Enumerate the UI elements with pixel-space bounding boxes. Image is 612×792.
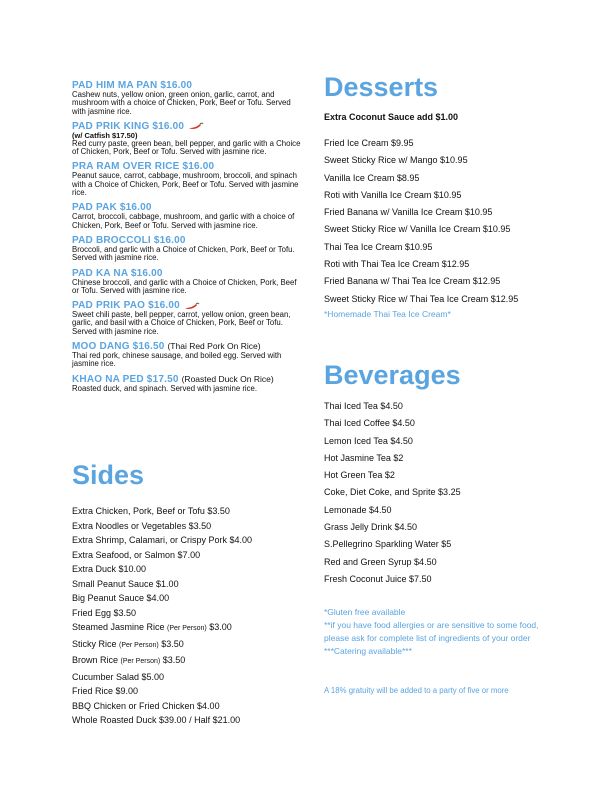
side-label: Fried Rice $9.00	[72, 686, 139, 696]
dish-title: MOO DANG $16.50	[72, 341, 165, 353]
side-price: $3.50	[158, 638, 184, 649]
side-label: Whole Roasted Duck $39.00 / Half $21.00	[72, 715, 241, 725]
side-item	[72, 606, 312, 621]
dish-item	[72, 202, 302, 230]
dish-name	[72, 268, 302, 279]
gratuity-note: A 18% gratuity will be added to a party of five or more	[324, 686, 509, 695]
side-item	[72, 533, 312, 548]
dessert-item: Fried Banana w/ Vanilla Ice Cream $10.95	[324, 207, 493, 218]
chili-pepper-icon	[188, 122, 204, 130]
thai-tea-note: *Homemade Thai Tea Ice Cream*	[324, 308, 451, 319]
desserts-list	[324, 135, 564, 308]
side-item	[72, 519, 312, 534]
dessert-item: Sweet Sticky Rice w/ Vanilla Ice Cream $10.95	[324, 224, 511, 235]
dish-title: PAD PRIK PAO $16.00	[72, 300, 180, 312]
dish-description: Red curry paste, green bean, bell pepper, and garlic with a Choice of Chicken, Pork, Beef or Tofu. Served with jasmine rice.	[72, 138, 301, 157]
side-label: Sticky Rice	[72, 638, 120, 649]
dish-title: PAD KA NA $16.00	[72, 267, 163, 279]
dish-note: (Thai Red Pork On Rice)	[167, 341, 261, 352]
dessert-item: Vanilla Ice Cream $8.95	[324, 172, 420, 183]
side-item	[72, 548, 312, 563]
beverage-item: Fresh Coconut Juice $7.50	[324, 573, 432, 584]
dish-description: Carrot, broccoli, cabbage, mushroom, and garlic with a choice of Chicken, Pork, Beef or Tofu. Served with jasmine rice.	[72, 212, 295, 230]
dish-name	[72, 374, 302, 385]
beverage-item: Lemon Iced Tea $4.50	[324, 435, 413, 446]
desserts-title: Desserts	[324, 72, 439, 102]
side-item	[72, 699, 312, 714]
dish-title: KHAO NA PED $17.50	[72, 373, 179, 385]
dessert-item: Roti with Vanilla Ice Cream $10.95	[324, 189, 462, 200]
side-label: Extra Shrimp, Calamari, or Crispy Pork $4.00	[72, 535, 253, 545]
side-item	[72, 653, 312, 670]
dish-item	[72, 80, 302, 116]
side-item	[72, 637, 312, 654]
dessert-item: Sweet Sticky Rice w/ Mango $10.95	[324, 155, 468, 166]
catering-note: ***Catering available***	[324, 646, 412, 656]
beverage-item: Thai Iced Coffee $4.50	[324, 418, 415, 429]
per-person-note: (Per Person)	[119, 641, 159, 649]
beverage-item: S.Pellegrino Sparkling Water $5	[324, 539, 452, 550]
desserts-section	[324, 72, 564, 320]
gluten-note: *Gluten free available	[324, 607, 406, 617]
sides-list	[72, 504, 312, 728]
dish-item	[72, 268, 302, 296]
side-label: Fried Egg $3.50	[72, 607, 137, 618]
side-label: Extra Duck $10.00	[72, 564, 147, 574]
beverage-item: Red and Green Syrup $4.50	[324, 556, 437, 567]
dessert-item: Fried Banana w/ Thai Tea Ice Cream $12.95	[324, 276, 501, 287]
chili-pepper-icon	[184, 302, 200, 310]
dish-description: Chinese broccoli, and garlic with a Choice of Chicken, Pork, Beef or Tofu. Served with jasmine rice.	[72, 277, 297, 295]
coconut-sauce-note: Extra Coconut Sauce add $1.00	[324, 112, 459, 122]
beverages-list	[324, 398, 574, 588]
side-item	[72, 670, 312, 685]
side-label: BBQ Chicken or Fried Chicken $4.00	[72, 700, 220, 711]
dish-title: PAD PAK $16.00	[72, 202, 152, 214]
dessert-item: Roti with Thai Tea Ice Cream $12.95	[324, 259, 470, 270]
beverages-title: Beverages	[324, 360, 461, 390]
dish-title: PAD BROCCOLI $16.00	[72, 234, 186, 246]
beverage-item: Coke, Diet Coke, and Sprite $3.25	[324, 487, 461, 498]
dish-note: (Roasted Duck On Rice)	[181, 373, 274, 384]
sides-title: Sides	[72, 460, 145, 490]
dish-variant: (w/ Catfish $17.50)	[72, 130, 138, 140]
allergy-note: **if you have food allergies or are sensitive to some food, please ask for complete list of ingredients of your order	[324, 620, 539, 643]
dish-item	[72, 374, 302, 393]
side-label: Extra Noodles or Vegetables $3.50	[72, 520, 212, 531]
per-person-note: (Per Person)	[120, 658, 161, 665]
beverage-item: Thai Iced Tea $4.50	[324, 401, 403, 411]
dish-item	[72, 235, 302, 263]
side-item	[72, 562, 312, 577]
beverage-item: Hot Jasmine Tea $2	[324, 452, 404, 463]
side-item	[72, 713, 312, 728]
side-label: Small Peanut Sauce $1.00	[72, 578, 179, 589]
side-item	[72, 684, 312, 699]
dish-description: Cashew nuts, yellow onion, green onion, garlic, carrot, and mushroom with a choice of Chicken, Pork, Beef or Tofu. Served with jasmine rice.	[72, 90, 291, 116]
dessert-item: Thai Tea Ice Cream $10.95	[324, 241, 433, 252]
dish-list	[72, 80, 302, 398]
side-label: Big Peanut Sauce $4.00	[72, 593, 170, 603]
side-price: $3.00	[206, 622, 232, 632]
dish-description: Sweet chili paste, bell pepper, carrot, yellow onion, green bean, garlic, and basil with a Choice of Chicken, Pork, Beef or Tofu. Served with jasmine rice.	[72, 310, 291, 336]
dish-item	[72, 121, 302, 157]
dish-description: Roasted duck, and spinach. Served with jasmine rice.	[72, 383, 258, 393]
dish-title: PAD HIM MA PAN $16.00	[72, 80, 193, 91]
dessert-item: Sweet Sticky Rice w/ Thai Tea Ice Cream $12.95	[324, 293, 519, 304]
side-price: $3.50	[160, 655, 186, 665]
dish-title: PRA RAM OVER RICE $16.00	[72, 161, 215, 173]
side-item	[72, 577, 312, 592]
dish-title: PAD PRIK KING $16.00	[72, 120, 185, 132]
dish-description: Broccoli, and garlic with a Choice of Chicken, Pork, Beef or Tofu. Served with jasmine rice.	[72, 244, 295, 263]
dessert-item: Fried Ice Cream $9.95	[324, 138, 414, 148]
per-person-note: (Per Person)	[167, 625, 207, 632]
dish-item	[72, 161, 302, 197]
dish-description: Peanut sauce, carrot, cabbage, mushroom, broccoli, and spinach with a Choice of Chicken, Pork, Beef or Tofu. Served with jasmine rice.	[72, 171, 299, 198]
beverage-item: Hot Green Tea $2	[324, 470, 395, 481]
side-item	[72, 504, 312, 519]
side-label: Cucumber Salad $5.00	[72, 671, 165, 682]
side-label: Brown Rice	[72, 655, 121, 665]
side-label: Steamed Jasmine Rice	[72, 622, 168, 632]
side-label: Extra Seafood, or Salmon $7.00	[72, 549, 201, 560]
side-label: Extra Chicken, Pork, Beef or Tofu $3.50	[72, 506, 230, 516]
side-item	[72, 591, 312, 606]
dish-item	[72, 341, 302, 369]
footer-notes	[324, 606, 554, 658]
beverage-item: Grass Jelly Drink $4.50	[324, 522, 418, 533]
beverage-item: Lemonade $4.50	[324, 504, 392, 515]
side-item	[72, 620, 312, 637]
dish-item	[72, 300, 302, 336]
dish-description: Thai red pork, chinese sausage, and boiled egg. Served with jasmine rice.	[72, 351, 282, 369]
